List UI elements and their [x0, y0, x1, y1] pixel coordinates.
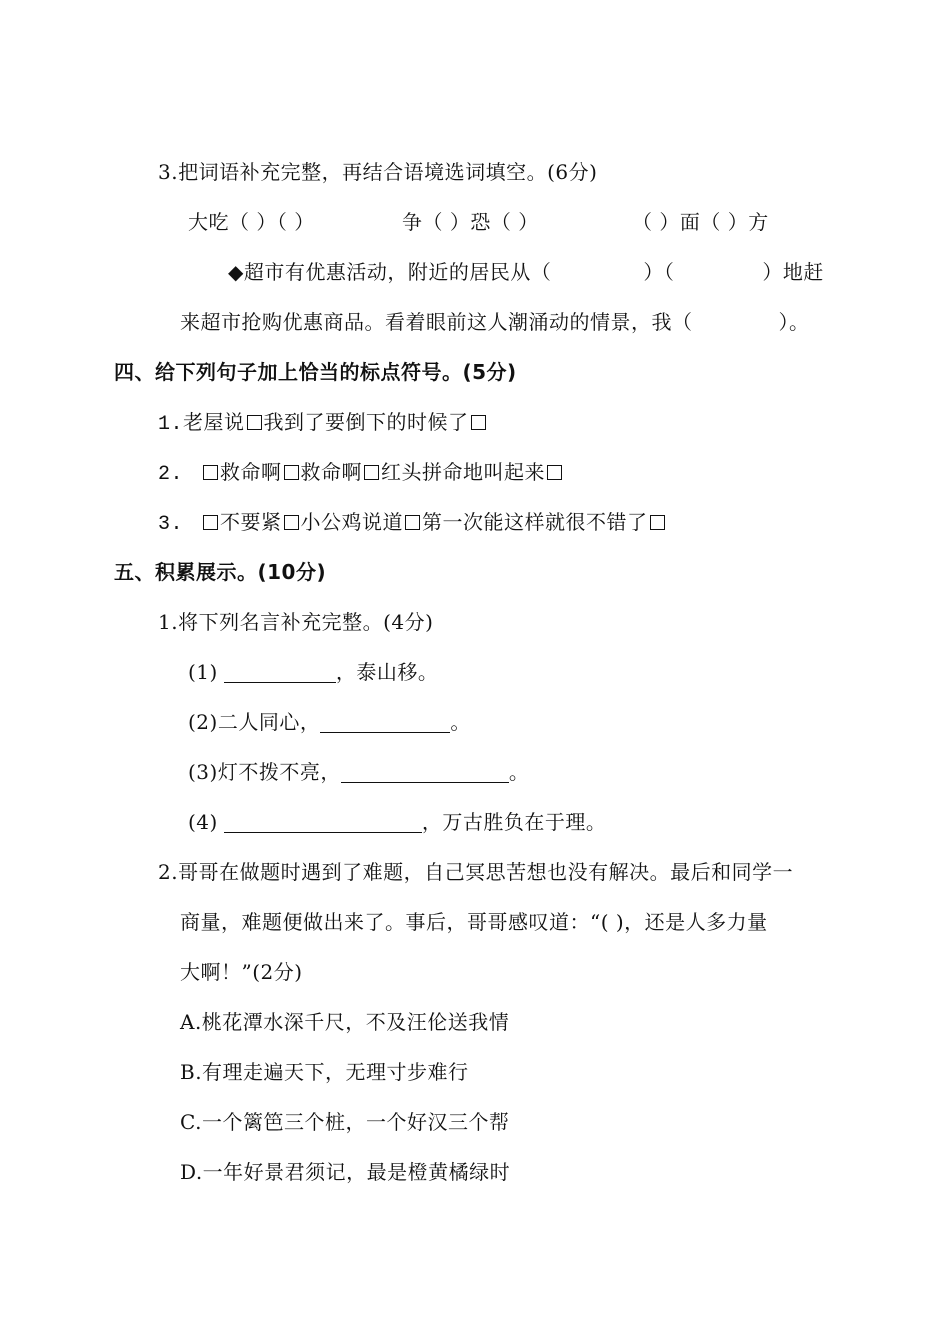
- punctuation-box[interactable]: [203, 465, 218, 480]
- sentence-part: 红头拼命地叫起来: [381, 460, 546, 484]
- item-number: 2.: [158, 463, 184, 486]
- q1-title: 1.将下列名言补充完整。(4分): [158, 610, 434, 634]
- blank-line[interactable]: [224, 812, 422, 833]
- proverb-number: (1): [188, 660, 218, 684]
- sentence-part: 小公鸡说道: [300, 510, 404, 534]
- punct-item-2: [158, 458, 564, 489]
- proverb-text: ，万古胜负在于理。: [421, 810, 607, 834]
- blank-line[interactable]: [224, 662, 336, 683]
- blank-line[interactable]: [341, 762, 509, 783]
- proverb-text: ，泰山移。: [335, 660, 439, 684]
- proverb-text: 。: [508, 760, 530, 784]
- proverb-text: 灯不拨不亮，: [217, 760, 341, 784]
- q3-context-text-c: ）地赶: [762, 260, 824, 284]
- option-d[interactable]: D.一年好景君须记，最是橙黄橘绿时: [180, 1160, 511, 1184]
- proverb-text: 。: [450, 710, 471, 734]
- punct-item-1: [158, 408, 488, 439]
- punctuation-box[interactable]: [547, 465, 562, 480]
- punct-item-3: [158, 508, 667, 539]
- punctuation-box[interactable]: [650, 515, 665, 530]
- sentence-part: 救命啊: [300, 460, 363, 484]
- proverb-number: (4): [188, 810, 218, 834]
- proverb-2: [188, 708, 471, 736]
- q2-text-line-3: 大啊！”(2分): [180, 960, 303, 984]
- proverb-3: [188, 758, 529, 786]
- section5-heading: 五、积累展示。(10分): [114, 560, 327, 584]
- q2-text-line-1: 2.哥哥在做题时遇到了难题，自己冥思苦想也没有解决。最后和同学一: [158, 860, 794, 884]
- q3-context-line1: [228, 258, 824, 286]
- proverb-4: [188, 808, 606, 836]
- punctuation-box[interactable]: [405, 515, 420, 530]
- q3-context-text-e: ）。: [778, 310, 810, 334]
- section4-heading: 四、给下列句子加上恰当的标点符号。(5分): [114, 360, 517, 384]
- punctuation-box[interactable]: [471, 415, 486, 430]
- sentence-part: 救命啊: [220, 460, 282, 484]
- q3-word-3: （ ）面（ ）方: [632, 210, 769, 234]
- item-number: 3.: [158, 513, 184, 536]
- punctuation-box[interactable]: [284, 465, 299, 480]
- option-c[interactable]: C.一个篱笆三个桩，一个好汉三个帮: [180, 1110, 510, 1134]
- sentence-part: 第一次能这样就很不错了: [422, 510, 648, 534]
- blank-line[interactable]: [320, 712, 450, 733]
- sentence-part: 我到了要倒下的时候了: [263, 410, 469, 434]
- proverb-number: (2): [188, 710, 218, 734]
- punctuation-box[interactable]: [284, 515, 299, 530]
- option-b[interactable]: B.有理走遍天下，无理寸步难行: [180, 1060, 469, 1084]
- q3-context-text-b: ）（: [643, 260, 675, 284]
- q3-context-text-a: ◆超市有优惠活动，附近的居民从（: [228, 260, 552, 284]
- punctuation-box[interactable]: [364, 465, 379, 480]
- q3-context-line2: [180, 308, 810, 336]
- proverb-text: 二人同心，: [217, 710, 321, 734]
- sentence-part: 不要紧: [220, 510, 282, 534]
- q3-context-text-d: 来超市抢购优惠商品。看着眼前这人潮涌动的情景，我（: [180, 310, 693, 334]
- option-a[interactable]: A.桃花潭水深千尺，不及汪伦送我情: [180, 1010, 510, 1034]
- item-number: 1.: [158, 413, 184, 436]
- q3-word-1: 大吃（ ）（ ）: [188, 210, 315, 234]
- sentence-part: 老屋说: [183, 410, 245, 434]
- proverb-number: (3): [188, 760, 218, 784]
- punctuation-box[interactable]: [203, 515, 218, 530]
- proverb-1: [188, 658, 438, 686]
- punctuation-box[interactable]: [247, 415, 262, 430]
- q3-title: 3.把词语补充完整，再结合语境选词填空。(6分): [158, 160, 598, 184]
- q3-word-2: 争（ ）恐（ ）: [402, 210, 539, 234]
- q2-text-line-2: 商量，难题便做出来了。事后，哥哥感叹道：“( )，还是人多力量: [180, 910, 768, 934]
